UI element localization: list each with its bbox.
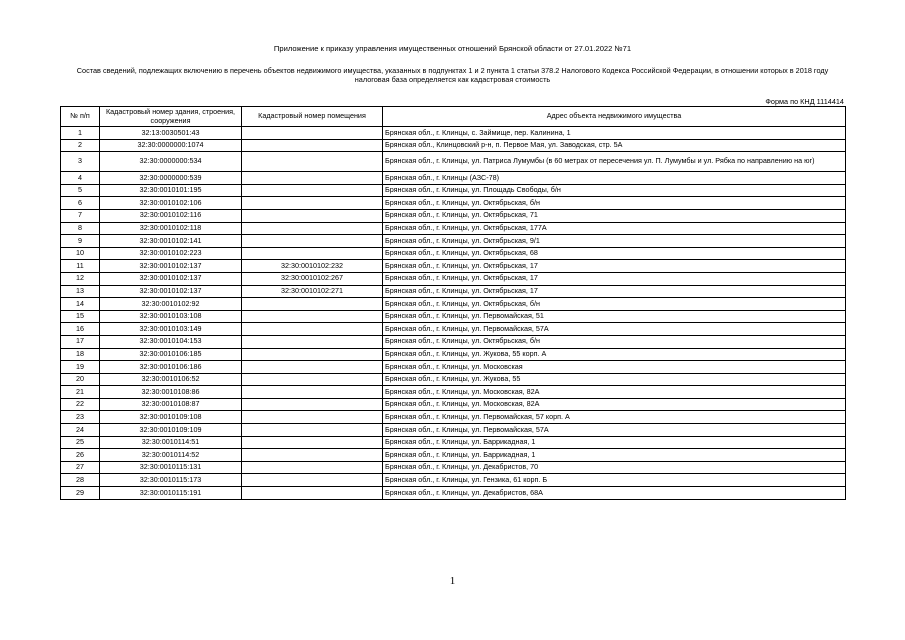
address-cell: Брянская обл., г. Клинцы, ул. Октябрьская, 17 xyxy=(383,272,846,285)
room-cadastral-cell xyxy=(242,398,383,411)
property-table xyxy=(60,106,846,500)
building-cadastral-cell: 32:30:0010102:141 xyxy=(100,235,242,248)
building-cadastral-cell: 32:30:0010114:52 xyxy=(100,449,242,462)
row-number-cell: 7 xyxy=(61,209,100,222)
row-number-cell: 17 xyxy=(61,335,100,348)
room-cadastral-cell xyxy=(242,474,383,487)
row-number-cell: 6 xyxy=(61,197,100,210)
table-row xyxy=(61,139,846,152)
row-number-cell: 5 xyxy=(61,184,100,197)
building-cadastral-cell: 32:30:0010102:137 xyxy=(100,272,242,285)
address-cell: Брянская обл., г. Клинцы, ул. Октябрьская, 68 xyxy=(383,247,846,260)
table-header-row xyxy=(61,107,846,127)
table-row xyxy=(61,197,846,210)
table-row xyxy=(61,487,846,500)
column-header-number: № п/п xyxy=(61,107,100,127)
table-row xyxy=(61,184,846,197)
address-cell: Брянская обл., г. Клинцы, ул. Жукова, 55 xyxy=(383,373,846,386)
room-cadastral-cell xyxy=(242,197,383,210)
room-cadastral-cell xyxy=(242,424,383,437)
room-cadastral-cell xyxy=(242,172,383,185)
row-number-cell: 15 xyxy=(61,310,100,323)
table-row xyxy=(61,461,846,474)
room-cadastral-cell xyxy=(242,386,383,399)
room-cadastral-cell xyxy=(242,323,383,336)
table-row xyxy=(61,298,846,311)
address-cell: Брянская обл., Клинцовский р-н, п. Первое Мая, ул. Заводская, стр. 5А xyxy=(383,139,846,152)
row-number-cell: 19 xyxy=(61,361,100,374)
building-cadastral-cell: 32:13:0030501:43 xyxy=(100,127,242,140)
table-row xyxy=(61,235,846,248)
address-cell: Брянская обл., г. Клинцы, ул. Первомайская, 57 корп. А xyxy=(383,411,846,424)
address-cell: Брянская обл., г. Клинцы, ул. Гензика, 61 корп. Б xyxy=(383,474,846,487)
room-cadastral-cell xyxy=(242,209,383,222)
table-row xyxy=(61,172,846,185)
row-number-cell: 24 xyxy=(61,424,100,437)
page-number: 1 xyxy=(449,575,456,587)
address-cell: Брянская обл., г. Клинцы, ул. Октябрьская, б/н xyxy=(383,335,846,348)
address-cell: Брянская обл., г. Клинцы, ул. Октябрьская, 17 xyxy=(383,285,846,298)
row-number-cell: 10 xyxy=(61,247,100,260)
address-cell: Брянская обл., г. Клинцы, ул. Московская, 82А xyxy=(383,386,846,399)
column-header-room-cadastral: Кадастровый номер помещения xyxy=(242,107,383,127)
building-cadastral-cell: 32:30:0010106:52 xyxy=(100,373,242,386)
room-cadastral-cell xyxy=(242,298,383,311)
row-number-cell: 22 xyxy=(61,398,100,411)
address-cell: Брянская обл., г. Клинцы, ул. Декабристов, 70 xyxy=(383,461,846,474)
room-cadastral-cell xyxy=(242,487,383,500)
room-cadastral-cell xyxy=(242,411,383,424)
address-cell: Брянская обл., г. Клинцы, ул. Первомайская, 57А xyxy=(383,424,846,437)
room-cadastral-cell xyxy=(242,184,383,197)
room-cadastral-cell xyxy=(242,373,383,386)
room-cadastral-cell xyxy=(242,436,383,449)
address-cell: Брянская обл., г. Клинцы, ул. Первомайская, 57А xyxy=(383,323,846,336)
room-cadastral-cell xyxy=(242,247,383,260)
table-row xyxy=(61,348,846,361)
table-row xyxy=(61,323,846,336)
address-cell: Брянская обл., г. Клинцы, ул. Декабристов, 68А xyxy=(383,487,846,500)
address-cell: Брянская обл., г. Клинцы (АЗС-78) xyxy=(383,172,846,185)
address-cell: Брянская обл., г. Клинцы, с. Займище, пер. Калинина, 1 xyxy=(383,127,846,140)
table-row xyxy=(61,449,846,462)
building-cadastral-cell: 32:30:0010103:149 xyxy=(100,323,242,336)
address-cell: Брянская обл., г. Клинцы, ул. Баррикадная, 1 xyxy=(383,449,846,462)
building-cadastral-cell: 32:30:0010101:195 xyxy=(100,184,242,197)
room-cadastral-cell xyxy=(242,235,383,248)
address-cell: Брянская обл., г. Клинцы, ул. Московская xyxy=(383,361,846,374)
row-number-cell: 21 xyxy=(61,386,100,399)
table-row xyxy=(61,152,846,172)
room-cadastral-cell xyxy=(242,449,383,462)
table-body xyxy=(61,127,846,500)
room-cadastral-cell: 32:30:0010102:232 xyxy=(242,260,383,273)
form-label: Форма по КНД 1114414 xyxy=(765,97,844,106)
row-number-cell: 1 xyxy=(61,127,100,140)
row-number-cell: 3 xyxy=(61,152,100,172)
table-row xyxy=(61,335,846,348)
table-row xyxy=(61,310,846,323)
address-cell: Брянская обл., г. Клинцы, ул. Площадь Свободы, б/н xyxy=(383,184,846,197)
room-cadastral-cell xyxy=(242,310,383,323)
building-cadastral-cell: 32:30:0010106:185 xyxy=(100,348,242,361)
room-cadastral-cell xyxy=(242,461,383,474)
address-cell: Брянская обл., г. Клинцы, ул. Баррикадная, 1 xyxy=(383,436,846,449)
document-header: Приложение к приказу управления имущественных отношений Брянской области от 27.01.2022 №71 xyxy=(273,44,632,53)
building-cadastral-cell: 32:30:0010102:106 xyxy=(100,197,242,210)
table-row xyxy=(61,285,846,298)
address-cell: Брянская обл., г. Клинцы, ул. Октябрьская, 177А xyxy=(383,222,846,235)
building-cadastral-cell: 32:30:0010103:108 xyxy=(100,310,242,323)
row-number-cell: 16 xyxy=(61,323,100,336)
room-cadastral-cell xyxy=(242,139,383,152)
table-row xyxy=(61,260,846,273)
address-cell: Брянская обл., г. Клинцы, ул. Патриса Лумумбы (в 60 метрах от пересечения ул. П. Лумумбы и ул. Рябка по направлению на юг) xyxy=(383,152,846,172)
table-row xyxy=(61,361,846,374)
room-cadastral-cell xyxy=(242,361,383,374)
building-cadastral-cell: 32:30:0000000:1074 xyxy=(100,139,242,152)
row-number-cell: 26 xyxy=(61,449,100,462)
building-cadastral-cell: 32:30:0010115:131 xyxy=(100,461,242,474)
building-cadastral-cell: 32:30:0010108:87 xyxy=(100,398,242,411)
address-cell: Брянская обл., г. Клинцы, ул. Октябрьская, б/н xyxy=(383,197,846,210)
row-number-cell: 20 xyxy=(61,373,100,386)
column-header-building-cadastral: Кадастровый номер здания, строения, сооружения xyxy=(100,107,242,127)
table-row xyxy=(61,272,846,285)
table-row xyxy=(61,474,846,487)
room-cadastral-cell xyxy=(242,348,383,361)
row-number-cell: 8 xyxy=(61,222,100,235)
row-number-cell: 25 xyxy=(61,436,100,449)
table-row xyxy=(61,222,846,235)
building-cadastral-cell: 32:30:0010109:108 xyxy=(100,411,242,424)
row-number-cell: 14 xyxy=(61,298,100,311)
table-row xyxy=(61,398,846,411)
building-cadastral-cell: 32:30:0010104:153 xyxy=(100,335,242,348)
row-number-cell: 27 xyxy=(61,461,100,474)
building-cadastral-cell: 32:30:0010108:86 xyxy=(100,386,242,399)
address-cell: Брянская обл., г. Клинцы, ул. Октябрьская, 9/1 xyxy=(383,235,846,248)
row-number-cell: 18 xyxy=(61,348,100,361)
address-cell: Брянская обл., г. Клинцы, ул. Первомайская, 51 xyxy=(383,310,846,323)
table-row xyxy=(61,209,846,222)
row-number-cell: 23 xyxy=(61,411,100,424)
building-cadastral-cell: 32:30:0000000:539 xyxy=(100,172,242,185)
row-number-cell: 4 xyxy=(61,172,100,185)
room-cadastral-cell: 32:30:0010102:271 xyxy=(242,285,383,298)
building-cadastral-cell: 32:30:0010109:109 xyxy=(100,424,242,437)
room-cadastral-cell: 32:30:0010102:267 xyxy=(242,272,383,285)
room-cadastral-cell xyxy=(242,127,383,140)
building-cadastral-cell: 32:30:0010106:186 xyxy=(100,361,242,374)
room-cadastral-cell xyxy=(242,222,383,235)
table-row xyxy=(61,424,846,437)
row-number-cell: 12 xyxy=(61,272,100,285)
building-cadastral-cell: 32:30:0010102:223 xyxy=(100,247,242,260)
building-cadastral-cell: 32:30:0010102:116 xyxy=(100,209,242,222)
building-cadastral-cell: 32:30:0010102:137 xyxy=(100,260,242,273)
table-row xyxy=(61,373,846,386)
document-intro: Состав сведений, подлежащих включению в перечень объектов недвижимого имущества, указанных в подпунктах 1 и 2 пункта 1 статьи 378.2 Налогового Кодекса Российской Федерации, в отношении которых в 2018 году налоговая база определяется как кадастровая стоимость xyxy=(76,66,829,84)
row-number-cell: 9 xyxy=(61,235,100,248)
row-number-cell: 2 xyxy=(61,139,100,152)
room-cadastral-cell xyxy=(242,152,383,172)
building-cadastral-cell: 32:30:0000000:534 xyxy=(100,152,242,172)
building-cadastral-cell: 32:30:0010102:137 xyxy=(100,285,242,298)
building-cadastral-cell: 32:30:0010115:191 xyxy=(100,487,242,500)
address-cell: Брянская обл., г. Клинцы, ул. Октябрьская, 71 xyxy=(383,209,846,222)
address-cell: Брянская обл., г. Клинцы, ул. Жукова, 55 корп. А xyxy=(383,348,846,361)
address-cell: Брянская обл., г. Клинцы, ул. Октябрьская, б/н xyxy=(383,298,846,311)
table-row xyxy=(61,386,846,399)
address-cell: Брянская обл., г. Клинцы, ул. Московская, 82А xyxy=(383,398,846,411)
table-row xyxy=(61,411,846,424)
row-number-cell: 13 xyxy=(61,285,100,298)
row-number-cell: 29 xyxy=(61,487,100,500)
address-cell: Брянская обл., г. Клинцы, ул. Октябрьская, 17 xyxy=(383,260,846,273)
room-cadastral-cell xyxy=(242,335,383,348)
building-cadastral-cell: 32:30:0010102:92 xyxy=(100,298,242,311)
row-number-cell: 11 xyxy=(61,260,100,273)
column-header-address: Адрес объекта недвижимого имущества xyxy=(383,107,846,127)
row-number-cell: 28 xyxy=(61,474,100,487)
building-cadastral-cell: 32:30:0010115:173 xyxy=(100,474,242,487)
table-row xyxy=(61,127,846,140)
table-row xyxy=(61,436,846,449)
building-cadastral-cell: 32:30:0010102:118 xyxy=(100,222,242,235)
building-cadastral-cell: 32:30:0010114:51 xyxy=(100,436,242,449)
table-row xyxy=(61,247,846,260)
